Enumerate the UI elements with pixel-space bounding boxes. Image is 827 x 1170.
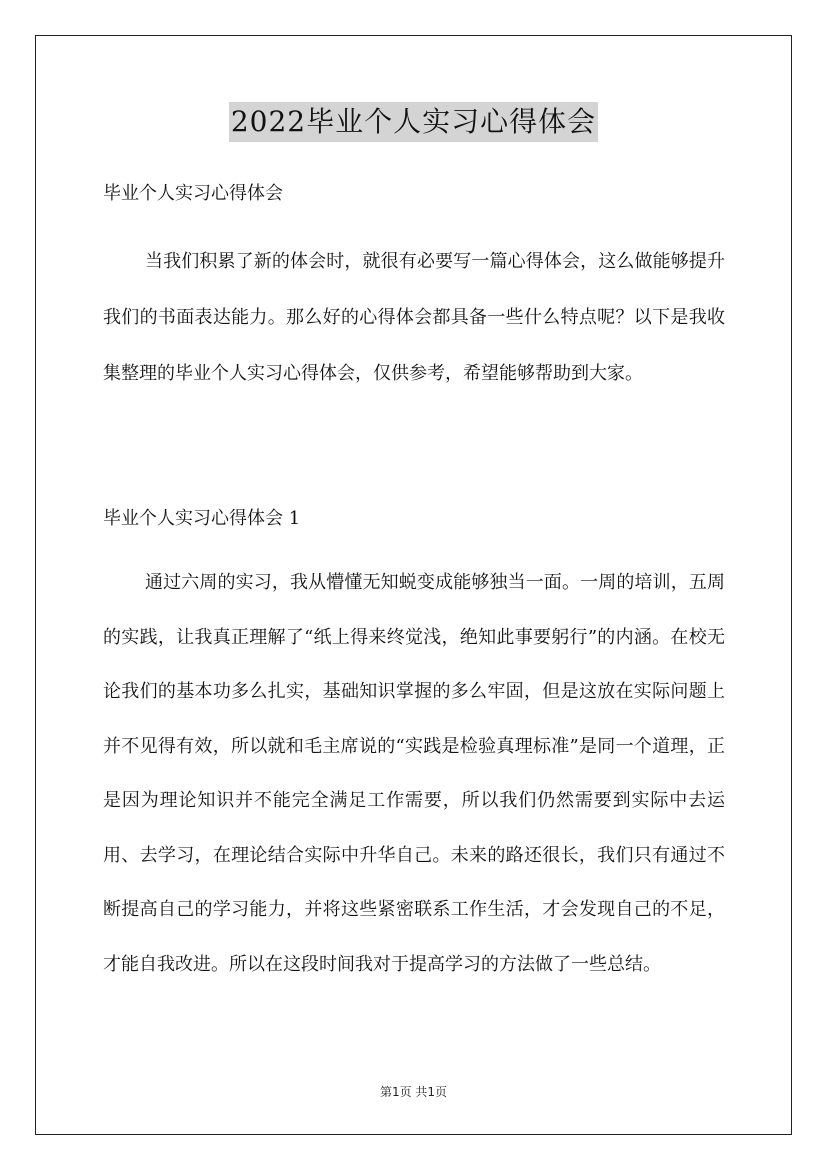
section-1-heading: 毕业个人实习心得体会 1 bbox=[103, 508, 301, 529]
document-title bbox=[0, 101, 827, 142]
intro-paragraph: 当我们积累了新的体会时，就很有必要写一篇心得体会，这么做能够提升我们的书面表达能力。那么好的心得体会都具备一些什么特点呢？以下是我收集整理的毕业个人实习心得体会，仅供参考，希望能够帮助到大家。 bbox=[103, 251, 725, 384]
document-title-text: 2022毕业个人实习心得体会 bbox=[229, 102, 598, 142]
page-number-footer: 第1页 共1页 bbox=[379, 1085, 448, 1099]
intro-subtitle: 毕业个人实习心得体会 bbox=[103, 183, 283, 204]
section-1-paragraph: 通过六周的实习，我从懵懂无知蜕变成能够独当一面。一周的培训，五周的实践，让我真正理解了“纸上得来终觉浅，绝知此事要躬行”的内涵。在校无论我们的基本功多么扎实，基础知识掌握的多么牢固，但是这放在实际问题上并不见得有效，所以就和毛主席说的“实践是检验真理标准”是同一个道理，正是因为理论知识并不能完全满足工作需要，所以我们仍然需要到实际中去运用、去学习，在理论结合实际中升华自己。未来的路还很长，我们只有通过不断提高自己的学习能力，并将这些紧密联系工作生活，才会发现自己的不足，才能自我改进。所以在这段时间我对于提高学习的方法做了一些总结。 bbox=[103, 572, 725, 975]
